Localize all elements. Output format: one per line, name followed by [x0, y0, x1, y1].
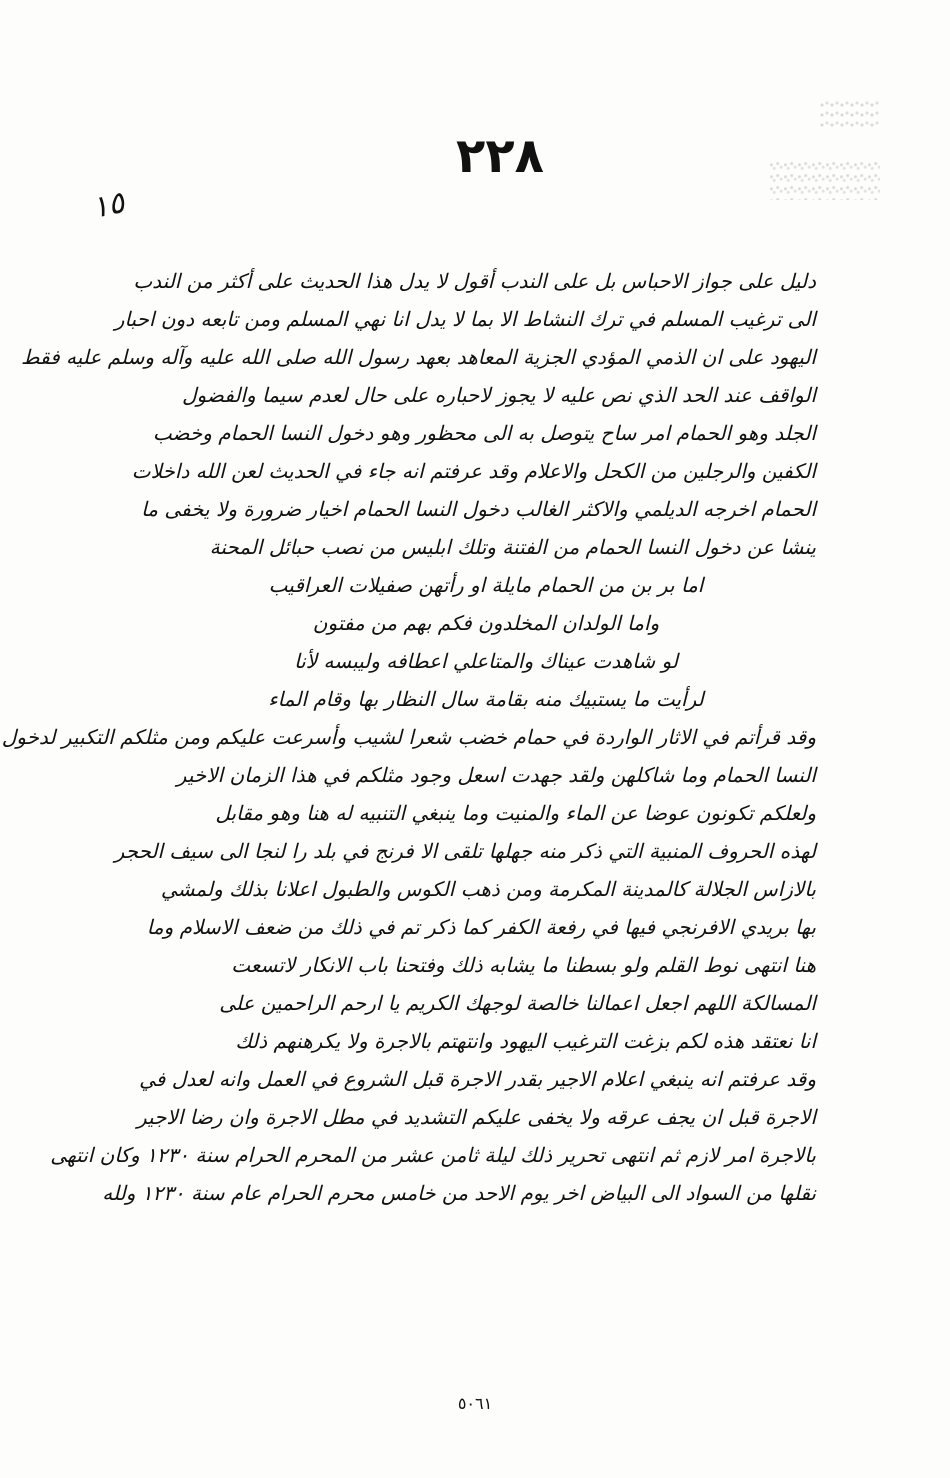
text-line: بالازاس الجلالة كالمدينة المكرمة ومن ذهب الكوس والطبول اعلانا بذلك ولمشي: [160, 877, 816, 901]
text-line: الاجرة قبل ان يجف عرقه ولا يخفى عليكم التشديد في مطل الاجرة وان رضا الاجير: [137, 1105, 816, 1129]
text-line: الحمام اخرجه الديلمي والاكثر الغالب دخول النسا الحمام اخيار ضرورة ولا يخفى ما: [141, 497, 816, 521]
text-line: اليهود على ان الذمي المؤدي الجزية المعاهد بعهد رسول الله صلى الله عليه وآله وسلم عليه فقط: [21, 345, 816, 369]
footer-page-number: ٥٠٦١: [457, 1394, 493, 1413]
text-line: بالاجرة امر لازم ثم انتهى تحرير ذلك ليلة ثامن عشر من المحرم الحرام سنة ١٢٣٠ وكان انتهى: [50, 1143, 816, 1167]
text-line: وقد عرفتم انه ينبغي اعلام الاجير بقدر الاجرة قبل الشروع في العمل وانه لعدل في: [139, 1067, 816, 1091]
verse-line: لرأيت ما يستبيك منه بقامة سال النظار بها وقام الماء: [268, 687, 704, 711]
text-line: الكفين والرجلين من الكحل والاعلام وقد عرفتم انه جاء في الحديث لعن الله داخلات: [131, 459, 816, 483]
verse-line: لو شاهدت عيناك والمتاعلي اعطافه وليبسه لأنا: [294, 649, 678, 673]
text-line: ينشا عن دخول النسا الحمام من الفتنة وتلك ابليس من نصب حبائل المحنة: [209, 535, 816, 559]
corner-mark: ١٥: [88, 185, 128, 226]
verse-line: واما الولدان المخلدون فكم بهم من مفتون: [312, 611, 660, 635]
verse-line: اما بر بن من الحمام مايلة او رأتهن صفيلات العراقيب: [268, 573, 704, 597]
scan-speckle-top: [820, 100, 880, 130]
text-line: نقلها من السواد الى البياض اخر يوم الاحد من خامس محرم الحرام عام سنة ١٢٣٠ ولله: [102, 1181, 816, 1205]
text-line: لهذه الحروف المنبية التي ذكر منه جهلها تلقى الا فرنج في بلد را لنجا الى سيف الحجر: [114, 839, 816, 863]
text-line: بها بريدي الافرنجي فيها في رفعة الكفر كما ذكر تم في ذلك من ضعف الاسلام وما: [146, 915, 816, 939]
text-line: وقد قرأتم في الاثار الواردة في حمام خضب شعرا لشيب وأسرعت عليكم ومن مثلكم التكبير لدخول: [1, 725, 816, 749]
manuscript-body: [1, 262, 816, 1212]
text-line: الواقف عند الحد الذي نص عليه لا يجوز لاحباره على حال لعدم سيما والفضول: [182, 383, 816, 407]
text-line: النسا الحمام وما شاكلهن ولقد جهدت اسعل وجود مثلكم في هذا الزمان الاخير: [176, 763, 816, 787]
text-line: الى ترغيب المسلم في ترك النشاط الا بما لا يدل انا نهي المسلم ومن تابعه دون احبار: [114, 307, 816, 331]
text-line: ولعلكم تكونون عوضا عن الماء والمنيت وما ينبغي التنبيه له هنا وهو مقابل: [215, 801, 816, 825]
text-line: الجلد وهو الحمام امر ساح يتوصل به الى محظور وهو دخول النسا الحمام وخضب: [152, 421, 816, 445]
text-line: انا نعتقد هذه لكم بزغت الترغيب اليهود وانتهتم بالاجرة ولا يكرهنهم ذلك: [235, 1029, 816, 1053]
page-number-top: ٢٢٨: [456, 128, 544, 184]
text-line: هنا انتهى نوط القلم ولو بسطنا ما يشابه ذلك وفتحنا باب الانكار لاتسعت: [231, 953, 816, 977]
text-line: دليل على جواز الاحباس بل على الندب أقول لا يدل هذا الحديث على أكثر من الندب: [133, 269, 816, 293]
scan-speckle: [770, 160, 880, 200]
text-line: المسالكة اللهم اجعل اعمالنا خالصة لوجهك الكريم يا ارحم الراحمين على: [219, 991, 816, 1015]
